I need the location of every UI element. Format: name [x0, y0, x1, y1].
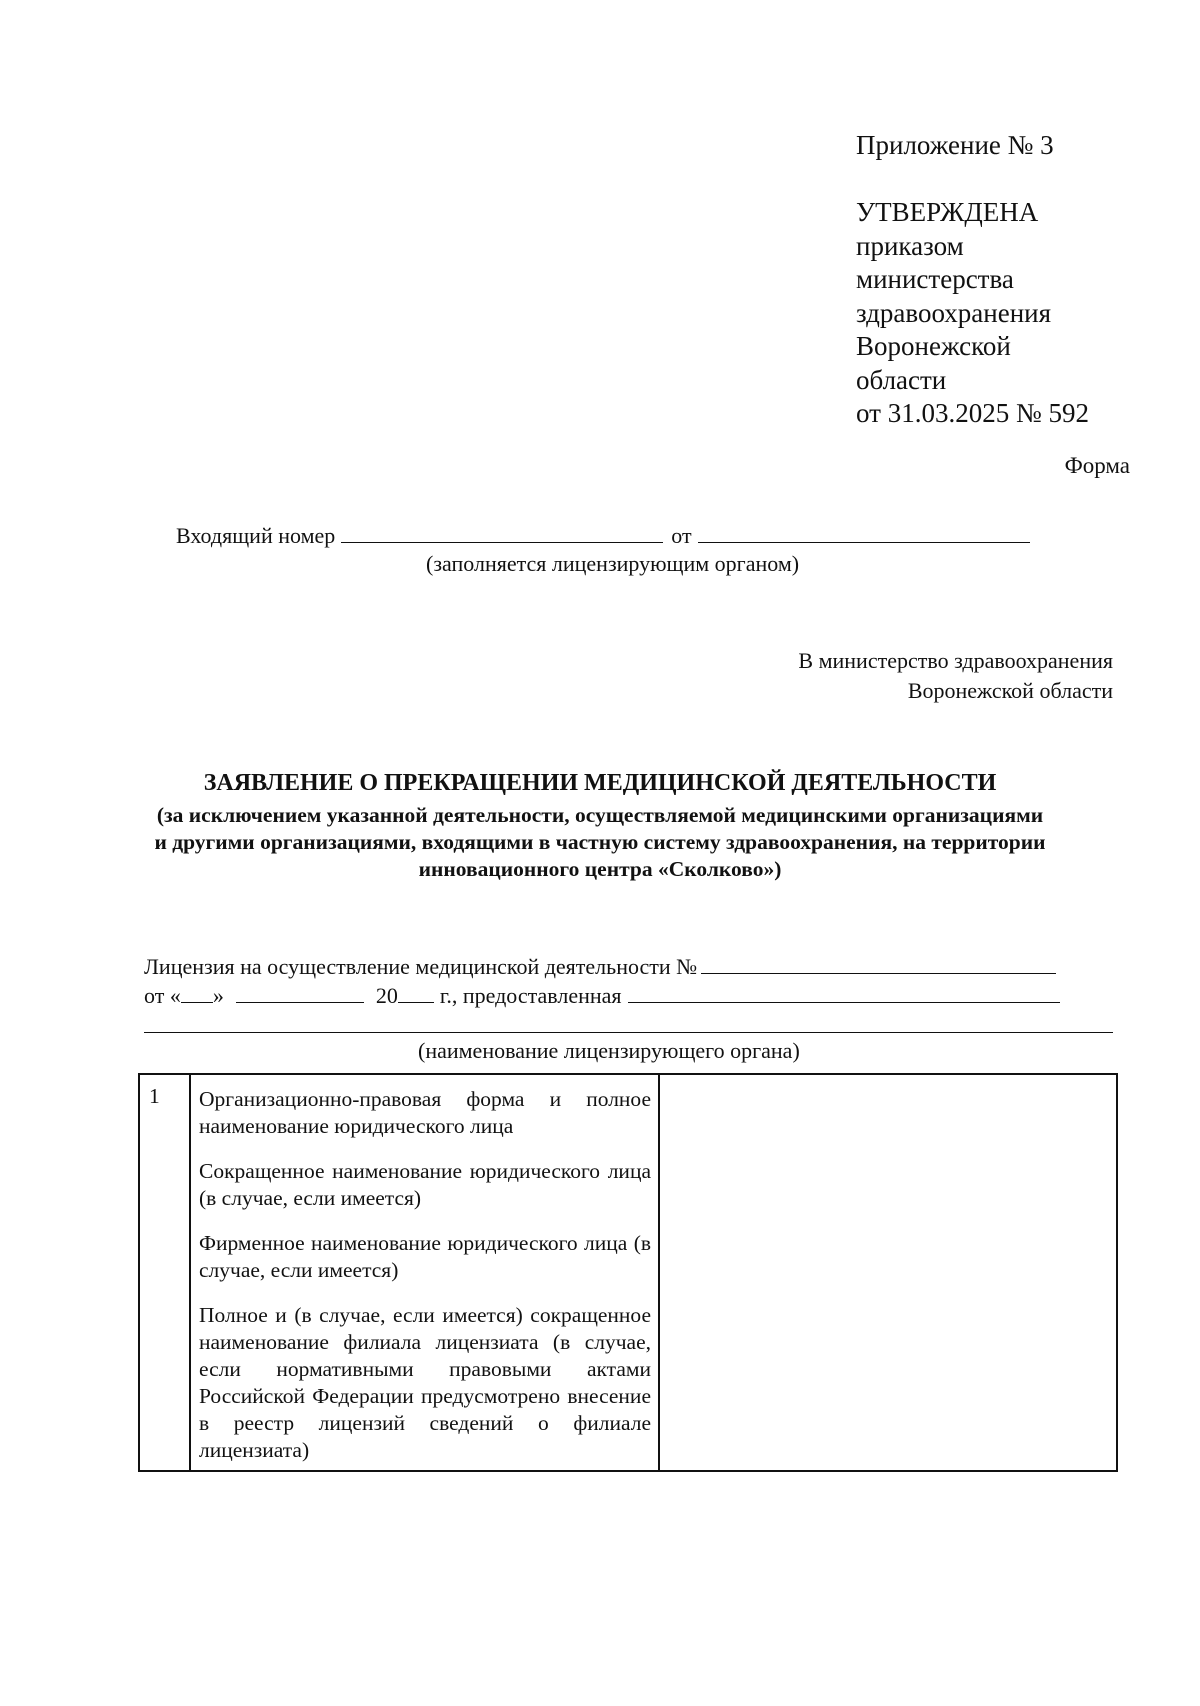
license-from-close: »: [212, 983, 224, 1008]
approved-line: от 31.03.2025 № 592: [856, 398, 1089, 428]
row-value-cell[interactable]: [659, 1074, 1117, 1471]
addressee: [798, 646, 1113, 706]
license-issuer-line[interactable]: [144, 1032, 1113, 1033]
approved-line: приказом: [856, 230, 964, 261]
approved-line: Воронежской: [856, 331, 1011, 361]
field-label-short-name: Сокращенное наименование юридического лица (в случае, если имеется): [199, 1159, 651, 1210]
row-number: 1: [139, 1074, 190, 1471]
approved-line: здравоохранения: [856, 297, 1052, 328]
incoming-note: (заполняется лицензирующим органом): [426, 551, 800, 576]
license-from-open: от «: [144, 983, 181, 1008]
license-year-prefix: 20: [375, 983, 398, 1008]
approved-line: области: [856, 364, 947, 395]
license-issuer-note: (наименование лицензирующего органа): [418, 1038, 800, 1063]
incoming-number-row: [176, 520, 1030, 549]
license-day-field[interactable]: [181, 980, 213, 1003]
incoming-from-label: от: [671, 523, 692, 548]
form-label: Форма: [1064, 453, 1130, 478]
field-label-full-name: Организационно-правовая форма и полное наименование юридического лица: [199, 1087, 651, 1138]
row-labels: [190, 1074, 659, 1471]
license-issuer-field[interactable]: [628, 980, 1060, 1003]
appendix-number: Приложение № 3: [856, 130, 1054, 160]
incoming-number-field[interactable]: [341, 520, 663, 543]
addressee-line: В министерство здравоохранения: [798, 648, 1113, 673]
table-row: [139, 1074, 1117, 1471]
license-date-row: [144, 980, 1060, 1009]
addressee-line: Воронежской области: [907, 678, 1113, 703]
approved-line: министерства: [856, 264, 1014, 294]
document-title: ЗАЯВЛЕНИЕ О ПРЕКРАЩЕНИИ МЕДИЦИНСКОЙ ДЕЯТЕЛЬНОСТИ: [203, 770, 997, 796]
license-month-field[interactable]: [236, 980, 364, 1003]
incoming-number-label: Входящий номер: [176, 523, 336, 548]
license-number-field[interactable]: [701, 951, 1056, 974]
approval-block: [856, 196, 1156, 431]
document-subtitle: (за исключением указанной деятельности, осуществляемой медицинскими организациями и другими организациями, входящими в частную систему здравоохранения, на территории инновационного центра «Сколково»): [154, 803, 1046, 881]
license-number-row: [144, 951, 1056, 980]
approved-line: УТВЕРЖДЕНА: [856, 197, 1039, 227]
field-label-brand-name: Фирменное наименование юридического лица (в случае, если имеется): [199, 1231, 651, 1282]
incoming-date-field[interactable]: [698, 520, 1030, 543]
application-table: [138, 1073, 1118, 1472]
license-number-label: Лицензия на осуществление медицинской деятельности №: [144, 954, 698, 979]
license-year-field[interactable]: [398, 980, 434, 1003]
license-year-suffix: г., предоставленная: [439, 983, 622, 1008]
field-label-branch-name: Полное и (в случае, если имеется) сокращенное наименование филиала лицензиата (в случае, если нормативными правовыми актами Российской Федерации предусмотрено внесение в реестр лицензий сведений о филиале лицензиата): [199, 1303, 651, 1462]
